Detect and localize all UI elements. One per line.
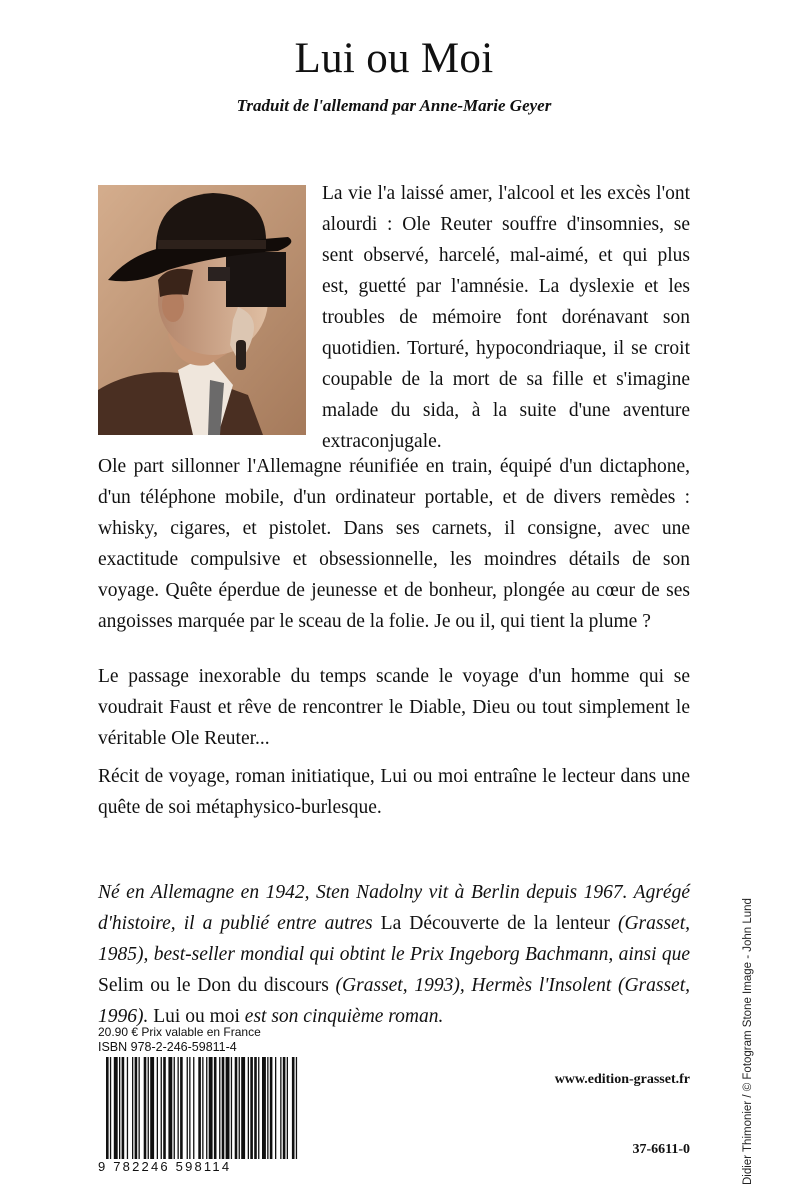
blurb-paragraph-4: Récit de voyage, roman initiatique, Lui ou moi entraîne le lecteur dans une quête de soi métaphysico-burlesque. [98,766,690,818]
price-label: 20.90 € Prix valable en France [98,1025,261,1039]
barcode-icon [98,1057,305,1171]
photo-credit: Didier Thimonier / © Fotogram Stone Image - John Lund [742,898,754,1185]
blurb-paragraph-1: La vie l'a laissé amer, l'alcool et les excès l'ont alourdi : Ole Reuter souffre d'insomnies, se sent observé, harcelé, mal-aimé, et qui plus est, guetté par l'amnésie. La dyslexie et les troubles de mémoire font dorénavant son quotidien. Torturé, hypocondriaque, il se croit coupable de la mort de sa fille et s'imagine malade du sida, à la suite d'une aventure extraconjugale. [322,183,690,452]
barcode-digits: 9 782246 598114 [98,1159,305,1177]
translator-credit: Traduit de l'allemand par Anne-Marie Geyer [236,96,552,115]
catalog-code: 37-6611-0 [632,1142,690,1157]
bio-book-title-1: La Découverte de la lenteur [380,913,610,934]
bio-text-3: (Grasset, 1993), Hermès l'Insolent (Grasset, 1996). [98,975,691,1027]
bio-text-1: Né en Allemagne en 1942, Sten Nadolny vit à Berlin depuis 1967. Agrégé d'histoire, il a publié entre autres [98,882,690,934]
blurb-paragraph-2: Ole part sillonner l'Allemagne réunifiée en train, équipé d'un dictaphone, d'un téléphone mobile, d'un ordinateur portable, et de divers remèdes : whisky, cigares, et pistolet. Dans ses carnets, il consigne, avec une exactitude compulsive et obsessionnelle, les moindres détails de son voyage. Quête éperdue de jeunesse et de bonheur, plongée au cœur de ses angoisses marquée par le sceau de la folie. Je ou il, qui tient la plume ? [98,456,690,632]
publisher-website: www.edition-grasset.fr [554,1072,690,1087]
man-bowler-hat-mask-photo-icon [98,185,306,435]
book-title: Lui ou Moi [294,35,494,82]
cover-photo [98,185,306,435]
blurb-paragraph-3: Le passage inexorable du temps scande le voyage d'un homme qui se voudrait Faust et rêve de rencontrer le Diable, Dieu ou tout simplement le véritable Ole Reuter... [98,666,690,749]
bio-text-2: (Grasset, 1985), best-seller mondial qui obtint le Prix Ingeborg Bachmann, ainsi que [98,913,690,965]
isbn-label: ISBN 978-2-246-59811-4 [98,1040,237,1054]
bio-book-title-2: Selim ou le Don du discours [98,975,329,996]
bio-text-4: est son cinquième roman. [239,1006,444,1027]
bio-book-title-3: Lui ou moi [153,1006,240,1027]
author-bio [98,877,690,1032]
